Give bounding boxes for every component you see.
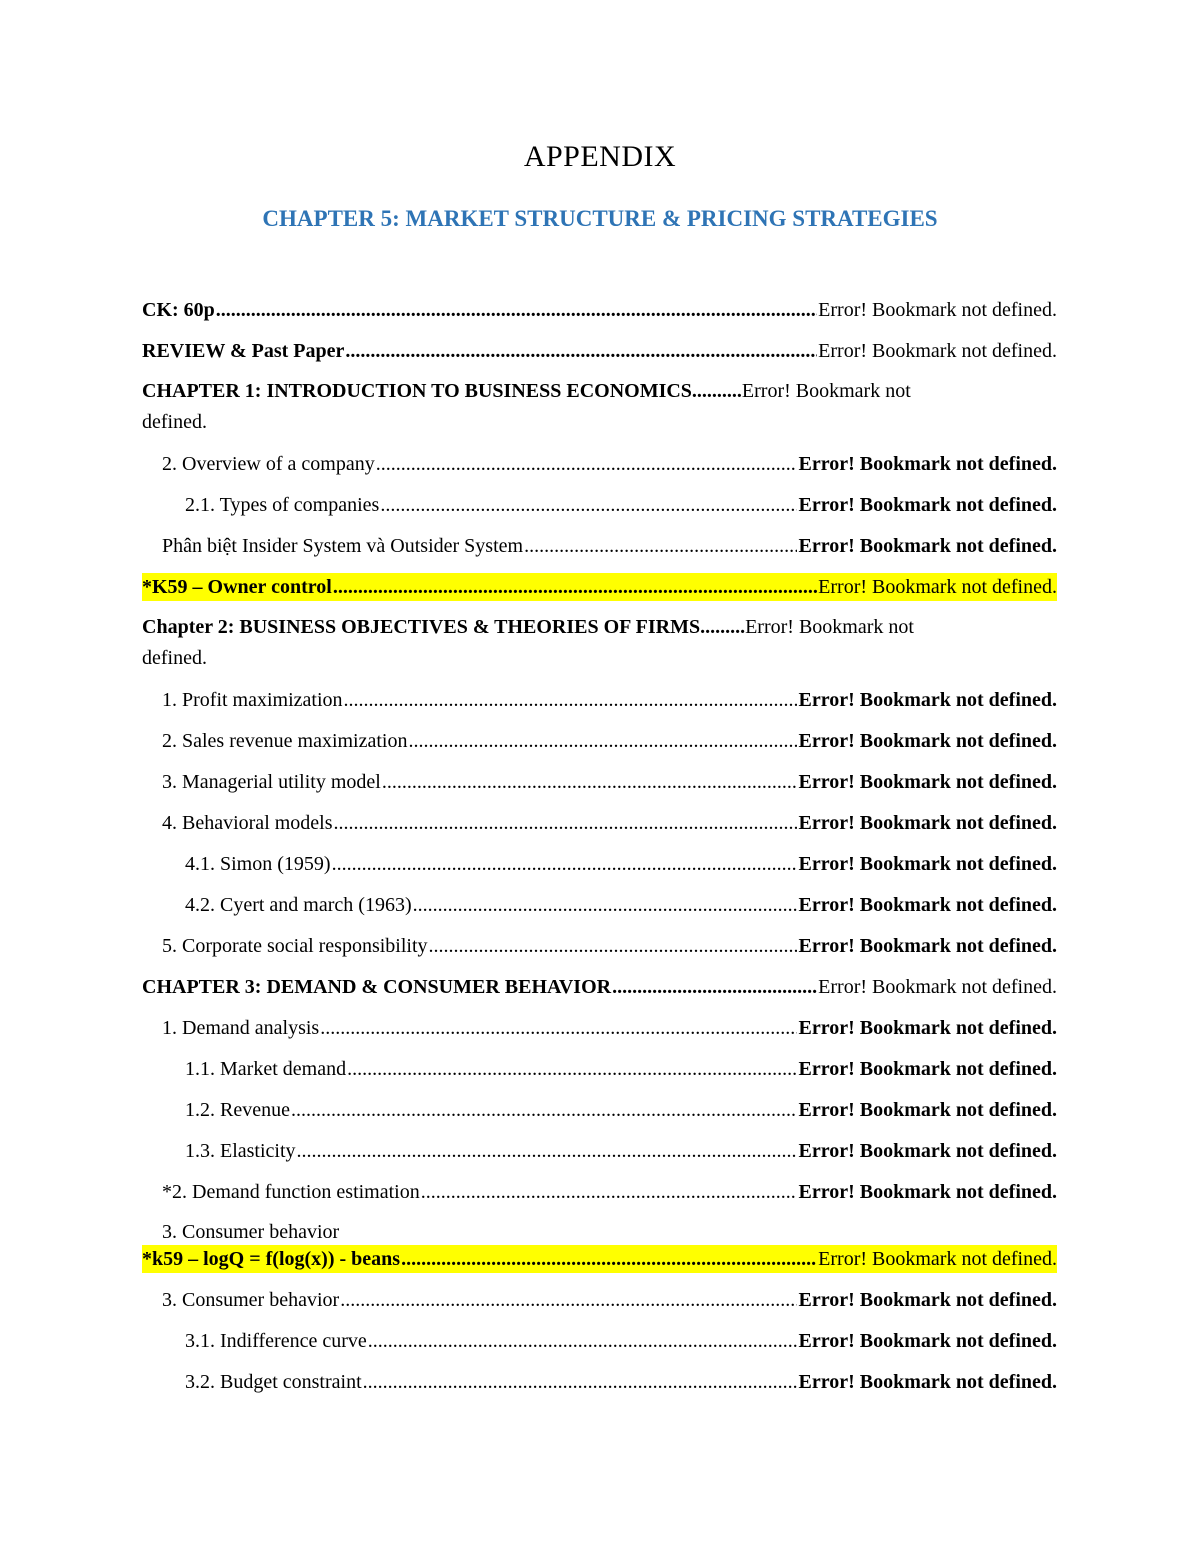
toc-label: 2.1. Types of companies (185, 494, 380, 516)
toc-leader (291, 1096, 798, 1124)
toc-entry-chapter-1[interactable] (142, 376, 1057, 438)
toc-page-ref-continued: defined. (142, 411, 207, 433)
toc-leader (612, 973, 817, 1001)
toc-page-ref: Error! Bookmark not defined. (798, 1371, 1057, 1393)
toc-entry-review[interactable] (142, 337, 1057, 365)
toc-page-ref: Error! Bookmark not defined. (818, 1248, 1057, 1270)
toc-entry-profit-max[interactable] (162, 686, 1057, 714)
toc-leader (376, 450, 798, 478)
toc-entry-indifference-curve[interactable] (185, 1327, 1057, 1355)
toc-page-ref: Error! Bookmark not defined. (798, 535, 1057, 557)
toc-leader (344, 686, 798, 714)
toc-label: 4.1. Simon (1959) (185, 853, 331, 875)
toc-entry-elasticity[interactable] (185, 1137, 1057, 1165)
toc-leader (347, 1055, 797, 1083)
toc-entry-k59-owner-control[interactable] (142, 573, 1057, 601)
toc-entry-consumer-behavior-plain: 3. Consumer behavior (162, 1221, 340, 1243)
toc-page-ref: Error! Bookmark not defined. (798, 1140, 1057, 1162)
toc-label: 1. Demand analysis (162, 1017, 320, 1039)
toc-label: CHAPTER 3: DEMAND & CONSUMER BEHAVIOR (142, 976, 612, 998)
toc-page-ref: Error! Bookmark not defined. (818, 340, 1057, 362)
toc-leader (216, 296, 817, 324)
toc-page-ref: Error! Bookmark not defined. (798, 894, 1057, 916)
toc-leader (332, 850, 798, 878)
toc-label: 3.2. Budget constraint (185, 1371, 362, 1393)
toc-entry-overview-company[interactable] (162, 450, 1057, 478)
toc-leader (368, 1327, 798, 1355)
toc-page-ref: Error! Bookmark not defined. (798, 494, 1057, 516)
toc-leader (380, 491, 797, 519)
toc-label: 4.2. Cyert and march (1963) (185, 894, 412, 916)
chapter-subtitle: CHAPTER 5: MARKET STRUCTURE & PRICING STRATEGIES (262, 206, 938, 231)
toc-page-ref: Error! Bookmark not defined. (818, 976, 1057, 998)
toc-entry-insider-outsider[interactable] (162, 532, 1057, 560)
toc-leader (363, 1368, 798, 1396)
toc-entry-ck[interactable] (142, 296, 1057, 324)
toc-page-ref: Error! Bookmark not defined. (798, 730, 1057, 752)
toc-leader (421, 1178, 798, 1206)
toc-entry-sales-revenue[interactable] (162, 727, 1057, 755)
toc-leader (524, 532, 797, 560)
toc-page-ref: Error! Bookmark not defined. (798, 1330, 1057, 1352)
toc-label: 1.3. Elasticity (185, 1140, 296, 1162)
toc-leader (408, 727, 797, 755)
toc-page-ref: Error! Bookmark not (741, 380, 911, 402)
toc-leader (340, 1286, 797, 1314)
toc-label: *k59 – logQ = f(log(x)) - beans (142, 1248, 401, 1270)
toc-entry-csr[interactable] (162, 932, 1057, 960)
toc-label: 1.2. Revenue (185, 1099, 290, 1121)
toc-page-ref: Error! Bookmark not defined. (798, 1058, 1057, 1080)
toc-page-ref-continued: defined. (142, 647, 207, 669)
toc-entry-demand-analysis[interactable] (162, 1014, 1057, 1042)
toc-label: 2. Overview of a company (162, 453, 375, 475)
toc-entry-chapter-2[interactable] (142, 612, 1057, 674)
toc-entry-consumer-behavior[interactable] (162, 1286, 1057, 1314)
toc-page-ref: Error! Bookmark not defined. (798, 812, 1057, 834)
toc-entry-types-companies[interactable] (185, 491, 1057, 519)
toc-label: *2. Demand function estimation (162, 1181, 420, 1203)
toc-label: Chapter 2: BUSINESS OBJECTIVES & THEORIES OF FIRMS (142, 616, 701, 638)
toc-leader (382, 768, 798, 796)
toc-entry-budget-constraint[interactable] (185, 1368, 1057, 1396)
toc-page-ref: Error! Bookmark not defined. (798, 1017, 1057, 1039)
toc-label: REVIEW & Past Paper (142, 340, 345, 362)
toc-leader (297, 1137, 798, 1165)
toc-leader (345, 337, 817, 365)
toc-entry-managerial-utility[interactable] (162, 768, 1057, 796)
toc-entry-demand-function[interactable] (162, 1178, 1057, 1206)
toc-label: Phân biệt Insider System và Outsider System (162, 535, 524, 557)
toc-entry-cyert-march[interactable] (185, 891, 1057, 919)
toc-page-ref: Error! Bookmark not defined. (798, 453, 1057, 475)
toc-leader (413, 891, 798, 919)
toc-page-ref: Error! Bookmark not defined. (798, 853, 1057, 875)
toc-page-ref: Error! Bookmark not defined. (798, 771, 1057, 793)
toc-page-ref: Error! Bookmark not defined. (798, 1289, 1057, 1311)
toc-leader: ......... (700, 616, 746, 638)
toc-entry-k59-logq[interactable] (142, 1245, 1057, 1273)
toc-page-ref: Error! Bookmark not defined. (798, 935, 1057, 957)
toc-leader (401, 1245, 817, 1273)
toc-label: 3. Managerial utility model (162, 771, 381, 793)
toc-label: 5. Corporate social responsibility (162, 935, 428, 957)
toc-label: 1. Profit maximization (162, 689, 343, 711)
toc-leader (333, 573, 817, 601)
toc-entry-market-demand[interactable] (185, 1055, 1057, 1083)
toc-label: CHAPTER 1: INTRODUCTION TO BUSINESS ECONOMICS (142, 380, 692, 402)
toc-label: 1.1. Market demand (185, 1058, 347, 1080)
toc-page-ref: Error! Bookmark not defined. (818, 299, 1057, 321)
toc-label: *K59 – Owner control (142, 576, 332, 598)
toc-leader (334, 809, 798, 837)
page-title: APPENDIX (523, 140, 677, 173)
toc-leader (429, 932, 798, 960)
toc-page-ref: Error! Bookmark not defined. (818, 576, 1057, 598)
toc-page-ref: Error! Bookmark not defined. (798, 1181, 1057, 1203)
toc-label: 3.1. Indifference curve (185, 1330, 367, 1352)
toc-page-ref: Error! Bookmark not defined. (798, 1099, 1057, 1121)
toc-page-ref: Error! Bookmark not (745, 616, 914, 638)
toc-page-ref: Error! Bookmark not defined. (798, 689, 1057, 711)
toc-entry-simon[interactable] (185, 850, 1057, 878)
toc-label: 2. Sales revenue maximization (162, 730, 408, 752)
toc-leader (320, 1014, 797, 1042)
toc-label: CK: 60p (142, 299, 215, 321)
toc-entry-revenue[interactable] (185, 1096, 1057, 1124)
toc-entry-chapter-3[interactable] (142, 973, 1057, 1001)
toc-label: 3. Consumer behavior (162, 1289, 340, 1311)
toc-label: 4. Behavioral models (162, 812, 333, 834)
toc-entry-behavioral-models[interactable] (162, 809, 1057, 837)
toc-leader: .......... (691, 380, 742, 402)
